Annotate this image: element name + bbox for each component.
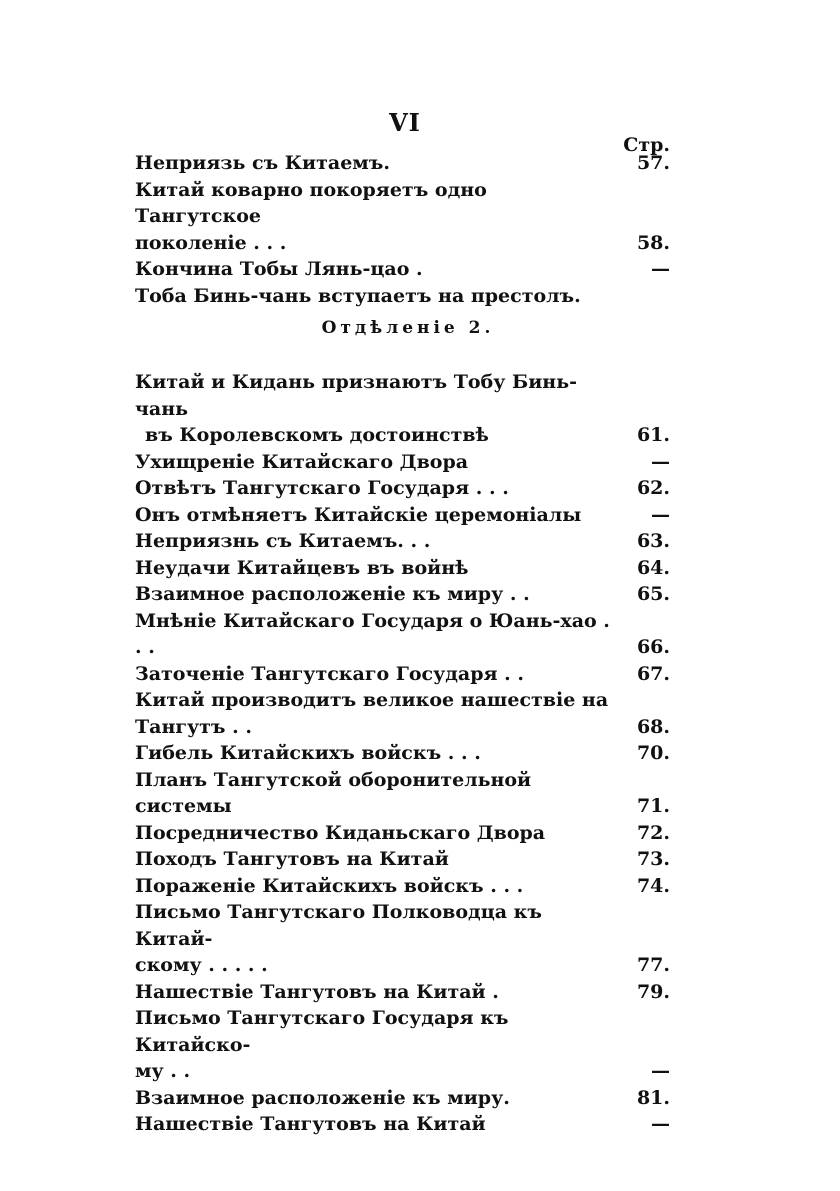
page-column-label: Стр. bbox=[623, 134, 670, 156]
toc-entry-page: 61. bbox=[636, 424, 670, 446]
toc-entry bbox=[135, 687, 670, 740]
toc-entry bbox=[135, 979, 670, 1006]
toc-entry bbox=[135, 150, 670, 177]
toc-entry bbox=[135, 475, 670, 502]
toc-entry-title bbox=[135, 608, 670, 661]
toc-entry-title bbox=[135, 979, 670, 1006]
toc-entry-page: 58. bbox=[636, 231, 670, 254]
toc-entry bbox=[135, 740, 670, 767]
toc-entry-title-line: Заточеніе Тангутскаго Государя . . bbox=[135, 662, 525, 685]
toc-entry bbox=[135, 283, 670, 310]
toc-entry-title-line: Пораженіе Китайскихъ войскъ . . . bbox=[135, 874, 524, 897]
toc-entry-page: 68. bbox=[636, 715, 670, 738]
section-heading: Отдѣленіе 2. bbox=[321, 318, 495, 338]
toc-entry bbox=[135, 502, 670, 529]
toc-entry-title bbox=[135, 283, 670, 310]
toc-entry bbox=[135, 555, 670, 582]
toc-entry-title-line: Ухищреніе Китайскаго Двора bbox=[135, 450, 469, 473]
toc-entry bbox=[135, 1111, 670, 1138]
toc-entry-page: 66. bbox=[636, 636, 670, 658]
toc-entry-title-line: Посредничество Киданьскаго Двора bbox=[135, 821, 546, 844]
toc-entry-page: 57. bbox=[636, 152, 670, 174]
toc-entry-title-line: Походъ Тангутовъ на Китай bbox=[135, 848, 449, 870]
toc-entry-title-line: Тоба Бинь-чань вступаетъ на престолъ. bbox=[135, 284, 581, 307]
toc-entry-page: — bbox=[651, 450, 670, 473]
toc-entry-title-line: Письмо Тангутскаго Полководца къ Китай- bbox=[135, 901, 542, 950]
toc-entry-title bbox=[135, 740, 670, 767]
toc-entry bbox=[135, 177, 670, 257]
toc-entry-title bbox=[135, 449, 670, 476]
toc-entry-title-line: Нашествіе Тангутовъ на Китай bbox=[135, 1113, 486, 1135]
toc-entry bbox=[135, 449, 670, 476]
toc-entry bbox=[135, 608, 670, 661]
toc-entry bbox=[135, 1085, 670, 1112]
toc-entry-title-line: Планъ Тангутской оборонительной системы bbox=[135, 768, 532, 817]
toc-part-1 bbox=[135, 150, 670, 309]
toc-entry-page: 73. bbox=[636, 848, 670, 870]
toc-entry-title-line: Взаимное расположеніе къ миру. bbox=[135, 1086, 510, 1109]
toc-entry-title-continuation: Тангутъ . . bbox=[135, 715, 252, 738]
toc-entry-title-line: Неудачи Китайцевъ въ войнѣ bbox=[135, 556, 469, 579]
toc-entry-title bbox=[135, 1085, 670, 1112]
page-number: VI bbox=[389, 108, 421, 137]
toc-entry-title-line: Мнѣніе Китайскаго Государя о Юань-хао . . . bbox=[135, 609, 610, 658]
toc-entry-title bbox=[135, 820, 670, 847]
toc-entry bbox=[135, 528, 670, 555]
toc-entry-title bbox=[135, 555, 670, 582]
toc-entry-title bbox=[135, 581, 670, 608]
toc-entry-page: 70. bbox=[636, 742, 670, 764]
toc-entry-title-line: Онъ отмѣняетъ Китайскіе церемоніалы bbox=[135, 503, 582, 526]
toc-entry-page: — bbox=[651, 1113, 670, 1135]
toc-entry-title-line: Китай производитъ великое нашествіе на bbox=[135, 689, 609, 711]
toc-entry-title-line: Гибель Китайскихъ войскъ . . . bbox=[135, 742, 481, 764]
toc-entry-page: — bbox=[651, 258, 670, 280]
toc-entry-title bbox=[135, 661, 670, 688]
toc-entry-title bbox=[135, 475, 670, 502]
toc-entry-title-line: Китай и Кидань признаютъ Тобу Бинь-чань bbox=[135, 371, 577, 420]
toc-entry-title bbox=[135, 256, 670, 283]
toc-entry-title-line: Отвѣтъ Тангутскаго Государя . . . bbox=[135, 477, 509, 499]
toc-part-2 bbox=[135, 369, 670, 1138]
toc-entry-title bbox=[135, 687, 670, 740]
toc-entry-title bbox=[135, 528, 670, 555]
toc-entry-title bbox=[135, 150, 670, 177]
toc-entry bbox=[135, 581, 670, 608]
toc-entry-page: 74. bbox=[636, 874, 670, 897]
toc-entry-title-continuation: поколеніе . . . bbox=[135, 231, 287, 254]
toc-entry-page: 79. bbox=[636, 980, 670, 1003]
toc-entry-page: — bbox=[651, 1060, 670, 1082]
toc-entry bbox=[135, 767, 670, 820]
toc-entry-page: 65. bbox=[636, 583, 670, 605]
toc-entry-title bbox=[135, 846, 670, 873]
toc-entry-title-line: Кончина Тобы Лянь-цао . bbox=[135, 258, 423, 280]
toc-entry-page: 72. bbox=[636, 821, 670, 844]
toc-entry-page: 77. bbox=[636, 954, 670, 976]
toc-entry-title-line: Неприязнь съ Китаемъ. . . bbox=[135, 530, 431, 552]
toc-entry bbox=[135, 873, 670, 900]
toc-entry-title-continuation: му . . bbox=[135, 1060, 191, 1082]
toc-entry-title-line: Китай коварно покоряетъ одно Тангутское bbox=[135, 178, 487, 227]
toc-entry bbox=[135, 899, 670, 979]
toc-entry-page: 62. bbox=[636, 477, 670, 499]
toc-entry-title-continuation: въ Королевскомъ достоинствѣ bbox=[145, 424, 489, 446]
toc-entry-title bbox=[135, 177, 670, 257]
toc-entry-page: — bbox=[651, 503, 670, 526]
toc-entry-title bbox=[135, 502, 670, 529]
toc-entry-title bbox=[135, 1005, 670, 1085]
toc-entry-title-line: Неприязь съ Китаемъ. bbox=[135, 152, 390, 174]
toc-entry-title bbox=[135, 767, 670, 820]
toc-entry-title-line: Письмо Тангутскаго Государя къ Китайско- bbox=[135, 1007, 509, 1056]
toc-entry-page: 71. bbox=[636, 795, 670, 817]
toc-entry-page: 64. bbox=[636, 556, 670, 579]
toc-entry-title bbox=[135, 899, 670, 979]
toc-entry-title bbox=[135, 873, 670, 900]
toc-entry-title-continuation: скому . . . . . bbox=[135, 954, 268, 976]
toc-entry-page: 67. bbox=[636, 662, 670, 685]
toc-entry-title-line: Взаимное расположеніе къ миру . . bbox=[135, 583, 530, 605]
toc-entry bbox=[135, 661, 670, 688]
toc-entry bbox=[135, 1005, 670, 1085]
toc-entry-page: 81. bbox=[636, 1086, 670, 1109]
toc-entry bbox=[135, 846, 670, 873]
toc-entry bbox=[135, 820, 670, 847]
toc-entry-title bbox=[135, 1111, 670, 1138]
toc-entry-page: 63. bbox=[636, 530, 670, 552]
toc-entry-title bbox=[135, 369, 670, 449]
toc-entry-title-line: Нашествіе Тангутовъ на Китай . bbox=[135, 980, 499, 1003]
toc-entry bbox=[135, 256, 670, 283]
toc-entry bbox=[135, 369, 670, 449]
